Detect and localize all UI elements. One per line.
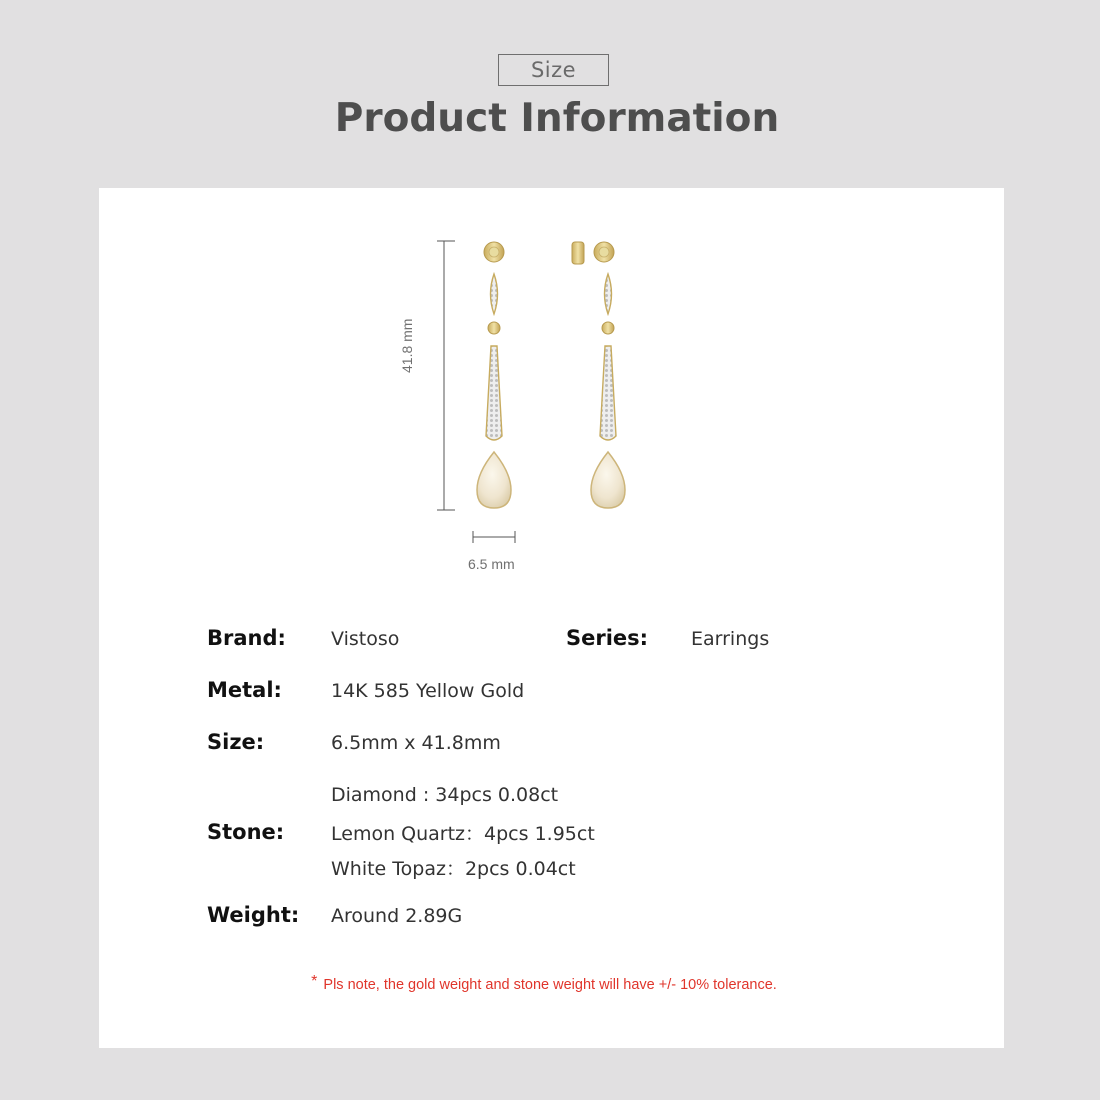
series-value: Earrings bbox=[691, 628, 770, 650]
size-label: Size: bbox=[207, 730, 265, 754]
left-earring bbox=[477, 242, 511, 508]
size-value: 6.5mm x 41.8mm bbox=[331, 732, 501, 754]
stone-value-diamond: Diamond : 34pcs 0.08ct bbox=[331, 784, 559, 806]
weight-value: Around 2.89G bbox=[331, 905, 463, 927]
metal-value: 14K 585 Yellow Gold bbox=[331, 680, 525, 702]
product-card bbox=[99, 188, 1004, 1048]
page-title: Product Information bbox=[334, 96, 780, 141]
stone-label: Stone: bbox=[207, 820, 285, 844]
note-asterisk: * bbox=[311, 973, 318, 990]
height-label: 41.8 mm bbox=[399, 318, 415, 373]
right-earring bbox=[572, 242, 625, 508]
width-dimension-line bbox=[473, 531, 515, 543]
earrings-illustration bbox=[99, 188, 1004, 588]
note-text: Pls note, the gold weight and stone weight will have +/- 10% tolerance. bbox=[323, 977, 777, 993]
weight-label: Weight: bbox=[207, 903, 300, 927]
brand-label: Brand: bbox=[207, 626, 286, 650]
size-badge: Size bbox=[498, 54, 609, 86]
product-figure bbox=[99, 188, 1004, 588]
metal-label: Metal: bbox=[207, 678, 282, 702]
tolerance-note bbox=[99, 973, 989, 993]
height-dimension-line bbox=[437, 241, 455, 510]
stone-value-lemon-quartz: Lemon Quartz：4pcs 1.95ct bbox=[331, 823, 595, 845]
brand-value: Vistoso bbox=[331, 628, 400, 650]
width-label: 6.5 mm bbox=[468, 556, 515, 572]
series-label: Series: bbox=[566, 626, 649, 650]
stone-value-white-topaz: White Topaz：2pcs 0.04ct bbox=[331, 858, 576, 880]
